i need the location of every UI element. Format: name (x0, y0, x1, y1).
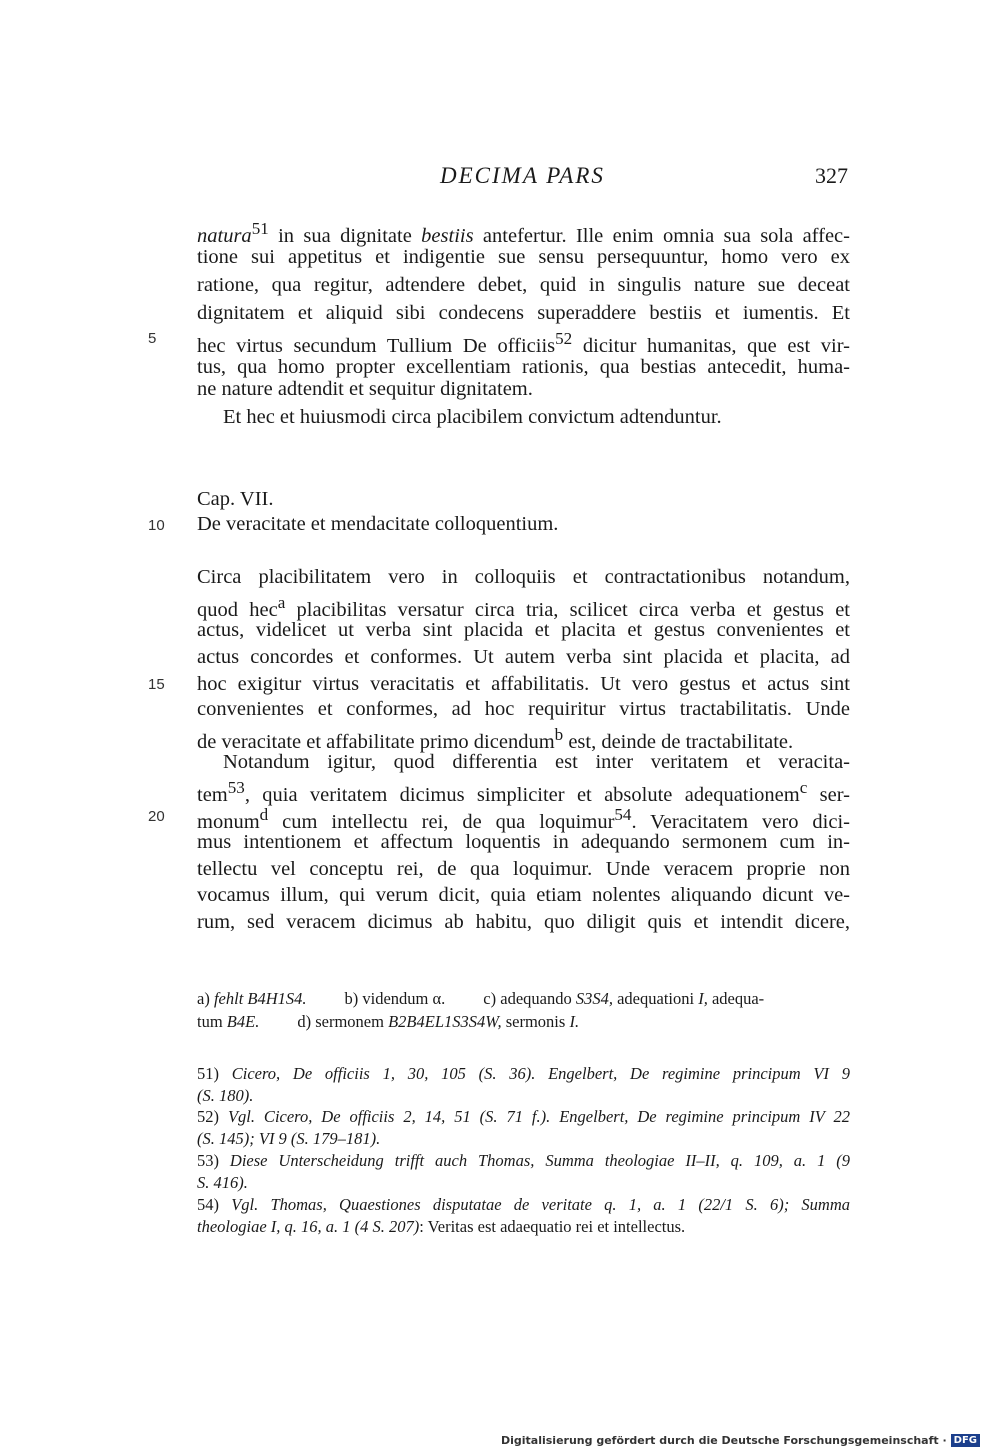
text-line: convenientes et conformes, ad hoc requiritur virtus tractabilitatis. Unde (197, 698, 850, 720)
text-line: ne nature adtendit et sequitur dignitatem. (197, 378, 533, 400)
footnote-52-cont: (S. 145); VI 9 (S. 179–181). (197, 1129, 381, 1148)
text-line: vocamus illum, qui verum dicit, quia etiam nolentes aliquando dicunt ve- (197, 884, 850, 906)
text-line: actus concordes et conformes. Ut autem verba sint placida et placita, ad (197, 646, 850, 668)
text-line: tem$^{53}$, quia veritatem dicimus simpliciter et absolute adequationem$^c$ ser- (197, 778, 850, 806)
footnote-ref[interactable]: 54 (614, 805, 632, 824)
text-line: Et hec et huiusmodi circa placibilem convictum adtenduntur. (223, 406, 722, 428)
line-number: 10 (148, 517, 165, 534)
text-line: mus intentionem et affectum loquentis in adequando sermonem cum in- (197, 831, 850, 853)
digitization-credit (501, 1434, 980, 1447)
footnote-53-cont: S. 416). (197, 1173, 248, 1192)
text-line: quod hec$^a$ placibilitas versatur circa tria, scilicet circa verba et gestus et (197, 593, 850, 621)
text-line: dignitatem et aliquid sibi condecens superaddere bestiis et iumentis. Et (197, 302, 850, 324)
text-line: tellectu vel conceptu rei, de qua loquimur. Unde veracem proprie non (197, 858, 850, 880)
line-number: 5 (148, 330, 157, 347)
text-line: tus, qua homo propter excellentiam rationis, qua bestias antecedit, huma- (197, 356, 850, 378)
apparatus-line: tum B4E. d) sermonem B2B4EL1S3S4W, sermonis I. (197, 1012, 580, 1031)
text-line: Notandum igitur, quod differentia est inter veritatem et veracita- (223, 751, 850, 773)
credit-text: Digitalisierung gefördert durch die Deutsche Forschungsgemeinschaft · (500, 1434, 947, 1447)
footnote-51-cont: (S. 180). (197, 1086, 254, 1105)
text-line: rum, sed veracem dicimus ab habitu, quo diligit quis et intendit dicere, (197, 911, 850, 933)
footnote-54: 54) Vgl. Thomas, Quaestiones disputatae de veritate q. 1, a. 1 (22/1 S. 6); Summa (197, 1195, 850, 1214)
apparatus-ref[interactable]: c (799, 778, 808, 797)
footnote-ref[interactable]: 52 (555, 329, 573, 348)
page-number: 327 (815, 163, 848, 188)
footnote-54-cont: theologiae I, q. 16, a. 1 (4 S. 207): Veritas est adaequatio rei et intellectus. (197, 1217, 686, 1236)
apparatus-line: a) fehlt B4H1S4. b) videndum α. c) adequando S3S4, adequationi I, adequa- (197, 989, 765, 1008)
apparatus-ref[interactable]: b (554, 725, 564, 744)
text-line: hec virtus secundum Tullium De officiis$^{52}$ dicitur humanitas, que est vir- (197, 329, 850, 357)
text-line: de veracitate et affabilitate primo dicendum$^b$ est, deinde de tractabilitate. (197, 725, 794, 753)
running-header: DECIMA PARS (440, 163, 605, 188)
dfg-logo: DFG (951, 1434, 980, 1447)
text-line: hoc exigitur virtus veracitatis et affabilitatis. Ut vero gestus et actus sint (197, 673, 850, 695)
footnote-ref[interactable]: 53 (227, 778, 245, 797)
line-number: 20 (148, 808, 165, 825)
footnote-52: 52) Vgl. Cicero, De officiis 2, 14, 51 (S. 71 f.). Engelbert, De regimine principum IV 22 (197, 1107, 851, 1126)
footnote-53: 53) Diese Unterscheidung trifft auch Thomas, Summa theologiae II–II, q. 109, a. 1 (9 (197, 1151, 850, 1170)
text-line: natura$^{51}$ in sua dignitate bestiis antefertur. Ille enim omnia sua sola affec- (197, 219, 850, 247)
chapter-label: Cap. VII. (197, 488, 274, 510)
text-line: ratione, qua regitur, adtendere debet, quid in singulis nature sue deceat (197, 274, 850, 296)
text-line: tione sui appetitus et indigentie sue sensu persequuntur, homo vero ex (197, 246, 850, 268)
footnote-51: 51) Cicero, De officiis 1, 30, 105 (S. 36). Engelbert, De regimine principum VI 9 (197, 1064, 850, 1083)
text-line: monum$^d$ cum intellectu rei, de qua loquimur$^{54}$. Veracitatem vero dici- (197, 805, 850, 833)
chapter-title: De veracitate et mendacitate colloquentium. (197, 513, 559, 535)
line-number: 15 (148, 676, 165, 693)
text-line: Circa placibilitatem vero in colloquiis et contractationibus notandum, (197, 566, 850, 588)
footnote-ref[interactable]: 51 (251, 219, 269, 238)
text-line: actus, videlicet ut verba sint placida et placita et gestus convenientes et (197, 619, 850, 641)
apparatus-ref[interactable]: d (259, 805, 269, 824)
apparatus-ref[interactable]: a (277, 593, 286, 612)
